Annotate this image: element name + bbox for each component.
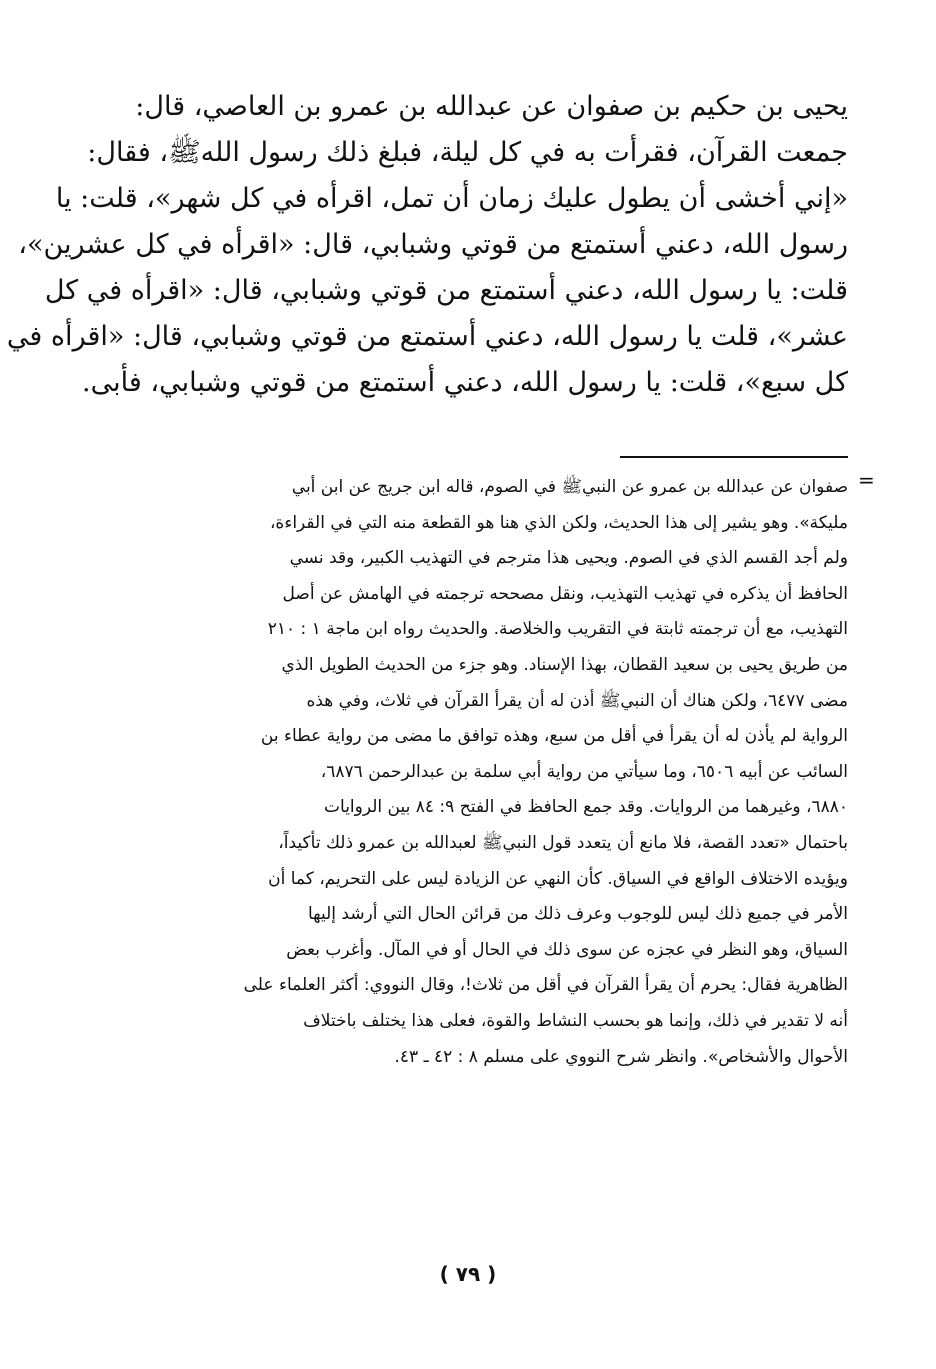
footnote-line: الرواية لم يأذن له أن يقرأ في أقل من سبع، وهذه توافق ما مضى من رواية عطاء بن: [260, 726, 848, 747]
footnote-line: ٦٨٨٠، وغيرهما من الروايات. وقد جمع الحافظ في الفتح ٩: ٨٤ بين الروايات: [324, 797, 848, 818]
main-text: [6, 84, 848, 406]
footnote-line: التهذيب، مع أن ترجمته ثابتة في التقريب والخلاصة. والحديث رواه ابن ماجة ١ : ٢١٠: [267, 619, 848, 640]
footnote-line: مضى ٦٤٧٧، ولكن هناك أن النبيﷺ أذن له أن يقرأ القرآن في ثلاث، وفي هذه: [306, 690, 848, 711]
footnote-line: ولم أجد القسم الذي في الصوم. ويحيى هذا مترجم في التهذيب الكبير، وقد نسي: [289, 548, 848, 569]
footnote-line: أنه لا تقدير في ذلك، وإنما هو بحسب النشاط والقوة، فعلى هذا يختلف باختلاف: [303, 1010, 848, 1031]
footnote-line: باحتمال «تعدد القصة، فلا مانع أن يتعدد قول النبيﷺ لعبدالله بن عمرو ذلك تأكيداً،: [278, 832, 848, 853]
main-text-line: قلت: يا رسول الله، دعني أستمتع من قوتي وشبابي، قال: «اقرأه في كل: [44, 275, 848, 306]
footnote-line: الظاهرية فقال: يحرم أن يقرأ القرآن في أقل من ثلاث!، وقال النووي: أكثر العلماء على: [243, 975, 848, 996]
page-number: ( ٧٩ ): [439, 1262, 497, 1286]
footnote-line: الحافظ أن يذكره في تهذيب التهذيب، ونقل مصححه ترجمته في الهامش عن أصل: [282, 583, 848, 604]
footnote-line: صفوان عن عبدالله بن عمرو عن النبيﷺ في الصوم، قاله ابن جريج عن ابن أبي: [291, 477, 848, 497]
footnote: [128, 470, 848, 1075]
footnote-continuation-mark: =: [858, 468, 875, 492]
main-text-line: عشر»، قلت يا رسول الله، دعني أستمتع من قوتي وشبابي، قال: «اقرأه في: [6, 321, 848, 352]
footnote-line: السائب عن أبيه ٦٥٠٦، وما سيأتي من رواية أبي سلمة بن عبدالرحمن ٦٨٧٦،: [320, 761, 848, 782]
footnote-line: السياق، وهو النظر في عجزه عن سوى ذلك في الحال أو في المآل. وأغرب بعض: [286, 939, 848, 960]
main-text-line: يحيى بن حكيم بن صفوان عن عبدالله بن عمرو بن العاصي، قال:: [135, 91, 848, 122]
footnote-line: ويؤيده الاختلاف الواقع في السياق. كأن النهي عن الزيادة ليس على التحريم، كما أن: [268, 868, 848, 889]
footnote-line: من طريق يحيى بن سعيد القطان، بهذا الإسناد. وهو جزء من الحديث الطويل الذي: [281, 654, 848, 675]
footnote-line: الأمر في جميع ذلك ليس للوجوب وعرف ذلك من قرائن الحال التي أرشد إليها: [307, 904, 848, 925]
main-text-line: «إني أخشى أن يطول عليك زمان أن تمل، اقرأه في كل شهر»، قلت: يا: [55, 183, 848, 214]
main-text-line: كل سبع»، قلت: يا رسول الله، دعني أستمتع من قوتي وشبابي، فأبى.: [82, 367, 848, 398]
main-text-line: جمعت القرآن، فقرأت به في كل ليلة، فبلغ ذلك رسول اللهﷺ، فقال:: [87, 137, 848, 168]
main-text-line: رسول الله، دعني أستمتع من قوتي وشبابي، قال: «اقرأه في كل عشرين»،: [18, 229, 848, 260]
footnote-line: مليكة». وهو يشير إلى هذا الحديث، ولكن الذي هنا هو القطعة منه التي في القراءة،: [269, 512, 848, 533]
footnote-line: الأحوال والأشخاص». وانظر شرح النووي على مسلم ٨ : ٤٢ ـ ٤٣.: [394, 1046, 848, 1067]
footnote-divider: [620, 456, 848, 458]
